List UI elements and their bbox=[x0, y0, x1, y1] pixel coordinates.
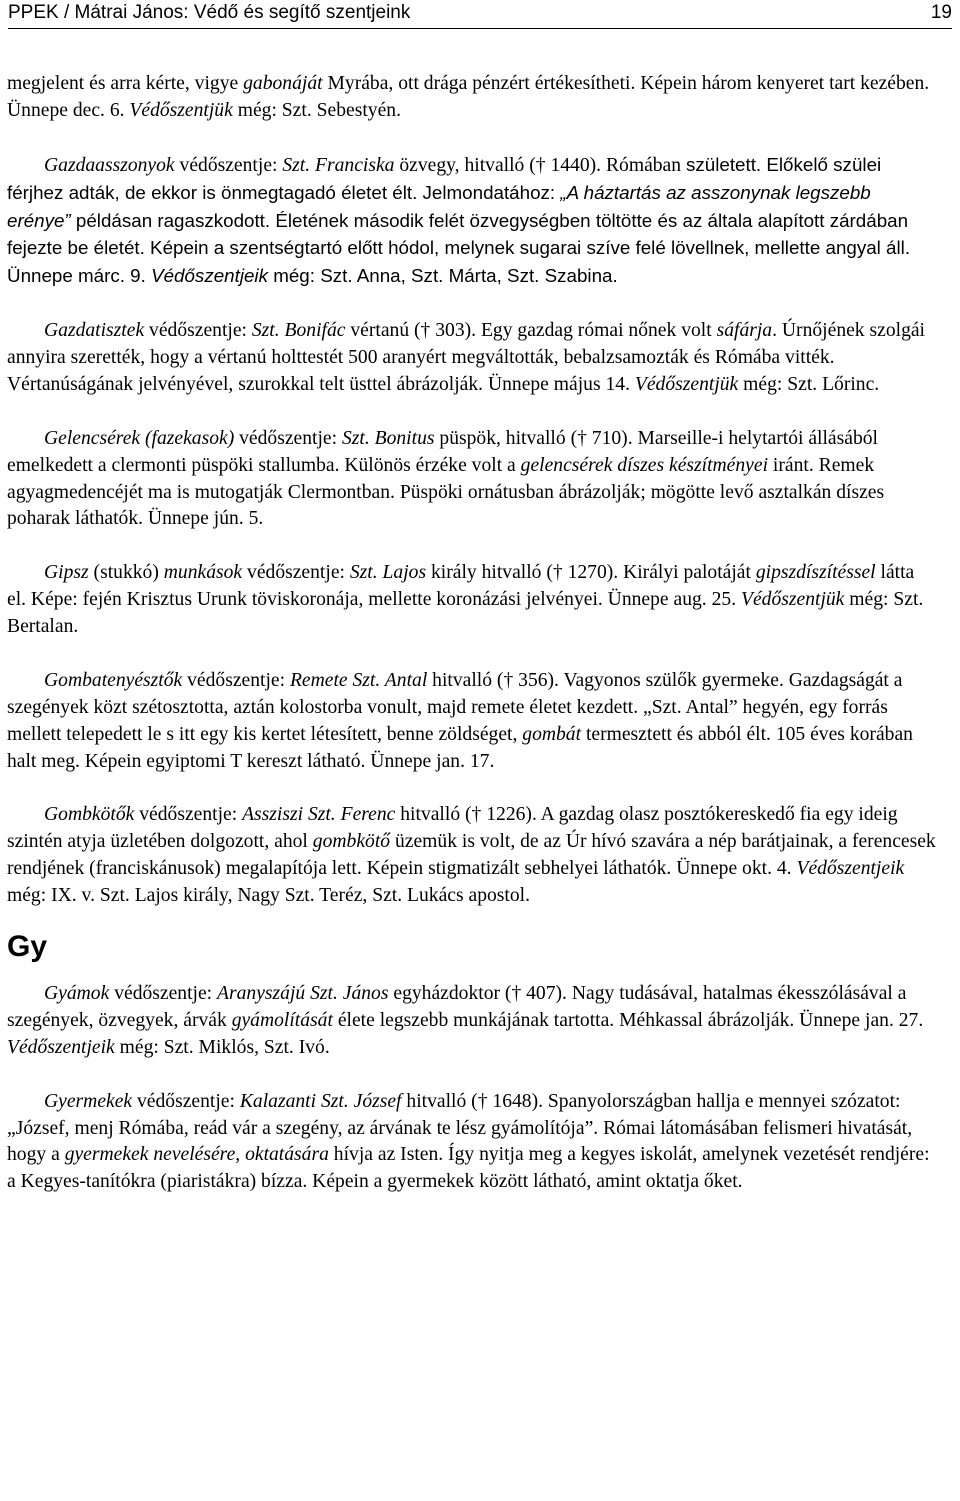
text-run: vértanú († 303). Egy gazdag római nőnek volt bbox=[345, 320, 717, 342]
text-run: élete legszebb munkájának tartotta. Méhkassal ábrázolják. Ünnepe jan. 27. bbox=[332, 1009, 924, 1031]
italic-text-run: Gazdatisztek bbox=[44, 320, 145, 342]
text-run: látta el. Képe: fején Krisztus Urunk töviskoronája, mellette koronázási jelvényei. Ünnepe aug. 25. bbox=[7, 562, 915, 611]
italic-text-run: Szt. Bonifác bbox=[251, 320, 346, 342]
text-run: püspök, hitvalló († 710). Marseille-i helytartói állásából emelkedett a clermonti püspöki stallumba. Különös érzéke volt a bbox=[7, 427, 878, 476]
paragraph-spacer bbox=[7, 399, 937, 426]
italic-text-run: Gazdaasszonyok bbox=[44, 154, 175, 176]
italic-text-run: Gelencsérek (fazekasok) bbox=[44, 427, 235, 449]
text-run: még: Szt. Bertalan. bbox=[7, 589, 924, 638]
text-run: még: Szt. Lőrinc. bbox=[738, 373, 880, 395]
italic-text-run: gyermekek nevelésére, oktatására bbox=[64, 1144, 329, 1166]
paragraph bbox=[7, 152, 937, 292]
italic-text-run: Gyermekek bbox=[44, 1090, 133, 1112]
paragraph bbox=[7, 981, 937, 1062]
italic-text-run: „A háztartás az asszonynak legszebb erénye” bbox=[7, 181, 871, 231]
text-run: védőszentje: bbox=[234, 427, 342, 449]
text-run: megjelent és arra kérte, vigye bbox=[7, 73, 244, 94]
text-run: hitvalló († 1648). Spanyolországban hallja e mennyei szózatot: „József, menj Rómába, reád vár a szegény, az árvának te lész gyámolítója”. Római látomásában felismeri hivatását, hogy a bbox=[7, 1090, 913, 1166]
paragraph bbox=[7, 560, 937, 641]
italic-text-run: Szt. Lajos bbox=[349, 562, 427, 584]
text-run: iránt. Remek agyagmedencéjét ma is mutogatják Clermontban. Püspöki ornátusban ábrázolják; mögötte levő asztalkán díszes poharak láthatók. Ünnepe jún. 5. bbox=[7, 454, 885, 530]
section-heading: Gy bbox=[7, 930, 48, 963]
paragraph-spacer bbox=[7, 533, 937, 560]
italic-text-run: Remete Szt. Antal bbox=[289, 669, 428, 691]
italic-text-run: gipszdíszítéssel bbox=[755, 562, 876, 584]
text-run: (stukkó) bbox=[88, 562, 164, 584]
italic-text-run: Védőszentjeik bbox=[7, 1036, 115, 1058]
text-run: . Úrnőjének szolgái annyira szerették, hogy a vértanú holttestét 500 aranyért megváltották, bebalzsamozták és Rómába vitték. Vértanúságának jelvényével, szurokkal telt üsttel ábrázolják. Ünnepe május 14. bbox=[7, 320, 926, 395]
text-run: védőszentje: bbox=[134, 804, 243, 826]
paragraph-spacer bbox=[7, 125, 937, 152]
italic-text-run: gyámolítását bbox=[231, 1009, 333, 1031]
text-run: még: Szt. Miklós, Szt. Ivó. bbox=[114, 1036, 330, 1058]
italic-text-run: Szt. Franciska bbox=[282, 154, 395, 176]
paragraph-spacer bbox=[7, 641, 937, 668]
text-run: özvegy, hitvalló († 1440). Rómában bbox=[394, 154, 686, 176]
italic-text-run: munkások bbox=[163, 562, 243, 584]
text-run: védőszentje: bbox=[144, 320, 252, 342]
text-run: még: Szt. Anna, Szt. Márta, Szt. Szabina. bbox=[268, 265, 618, 287]
text-run: született. Előkelő szülei férjhez adták, de ekkor is önmegtagadó életet élt. Jelmondatához: bbox=[7, 153, 882, 203]
italic-text-run: Kalazanti Szt. József bbox=[239, 1090, 402, 1112]
text-run: üzemük is volt, de az Úr hívó szavára a nép barátjainak, a ferencesek rendjének (franciskánusok) megalapítója lett. Képein stigmatizált sebhelyei láthatók. Ünnepe okt. 4. bbox=[7, 831, 936, 880]
page-number: 19 bbox=[930, 2, 952, 23]
italic-text-run: Gombkötők bbox=[44, 804, 135, 826]
paragraph-spacer bbox=[7, 775, 937, 802]
page-header bbox=[8, 0, 952, 29]
paragraph bbox=[7, 668, 937, 776]
italic-text-run: gabonáját bbox=[243, 73, 323, 94]
text-run: még: IX. v. Szt. Lajos király, Nagy Szt. Teréz, Szt. Lukács apostol. bbox=[7, 885, 531, 907]
text-run: hitvalló († 356). Vagyonos szülők gyermeke. Gazdagságát a szegények közt szétosztotta, aztán kolostorba vonult, majd remete életet kezdett. „Szt. Antal” hegyén, egy forrás mellett telepedett le s itt egy kis kertet létesített, benne zöldséget, bbox=[7, 669, 903, 745]
italic-text-run: Gipsz bbox=[44, 562, 89, 584]
text-run: hívja az Isten. Így nyitja meg a kegyes iskolát, amelynek vezetését rendjére: a Kegyes-tanítókra (piaristákra) bízza. Képein a gyermekek között látható, amint oktatja őket. bbox=[7, 1144, 930, 1193]
italic-text-run: Gombatenyésztők bbox=[44, 669, 183, 691]
text-run: még: Szt. Sebestyén. bbox=[232, 99, 401, 121]
italic-text-run: gombát bbox=[522, 723, 582, 745]
paragraph bbox=[7, 802, 937, 910]
text-run: egyházdoktor († 407). Nagy tudásával, hatalmas ékesszólásával a szegények, özvegyek, árvák bbox=[7, 983, 907, 1031]
italic-text-run: sáfárja bbox=[716, 320, 773, 342]
italic-text-run: Védőszentjük bbox=[741, 589, 845, 611]
document-body bbox=[7, 71, 937, 1196]
text-run: védőszentje: bbox=[174, 154, 283, 176]
text-run: példásan ragaszkodott. Életének második felét özvegységben töltötte és az általa alapított zárdában fejezte be életét. Képein a szentségtartó előtt hódol, melynek sugarai szíve felé lövellnek, mellette angyal áll. Ünnepe márc. 9. bbox=[7, 209, 911, 287]
italic-text-run: gelencsérek díszes készítményei bbox=[520, 454, 769, 476]
paragraph bbox=[7, 1089, 937, 1197]
italic-text-run: Gyámok bbox=[44, 983, 110, 1004]
text-run: védőszentje: bbox=[109, 983, 218, 1004]
paragraph bbox=[7, 318, 937, 399]
text-run: termesztett és abból élt. 105 éves korában halt meg. Képein egyiptomi T kereszt látható. Ünnepe jan. 17. bbox=[7, 723, 913, 772]
text-run: Myrába, ott drága pénzért értékesítheti. Képein három kenyeret tart kezében. Ünnepe dec. 6. bbox=[7, 73, 930, 121]
text-run: védőszentje: bbox=[182, 669, 290, 691]
text-run: király hitvalló († 1270). Királyi palotáját bbox=[426, 562, 756, 584]
italic-text-run: Védőszentjük bbox=[634, 373, 739, 395]
italic-text-run: Védőszentjeik bbox=[151, 265, 268, 287]
text-run: hitvalló († 1226). A gazdag olasz posztókereskedő fia egy ideig szintén atyja üzletében dolgozott, ahol bbox=[7, 804, 898, 853]
text-run: védőszentje: bbox=[132, 1090, 240, 1112]
italic-text-run: Védőszentjeik bbox=[796, 858, 905, 880]
italic-text-run: Assziszi Szt. Ferenc bbox=[242, 804, 396, 826]
paragraph bbox=[7, 71, 937, 125]
italic-text-run: gombkötő bbox=[312, 831, 391, 853]
header-title: PPEK / Mátrai János: Védő és segítő szentjeink bbox=[8, 2, 411, 23]
italic-text-run: Aranyszájú Szt. János bbox=[217, 983, 389, 1004]
paragraph bbox=[7, 426, 937, 534]
italic-text-run: Szt. Bonitus bbox=[341, 427, 435, 449]
italic-text-run: Védőszentjük bbox=[129, 99, 233, 121]
paragraph-spacer bbox=[7, 1062, 937, 1089]
text-run: védőszentje: bbox=[242, 562, 350, 584]
paragraph-spacer bbox=[7, 291, 937, 318]
